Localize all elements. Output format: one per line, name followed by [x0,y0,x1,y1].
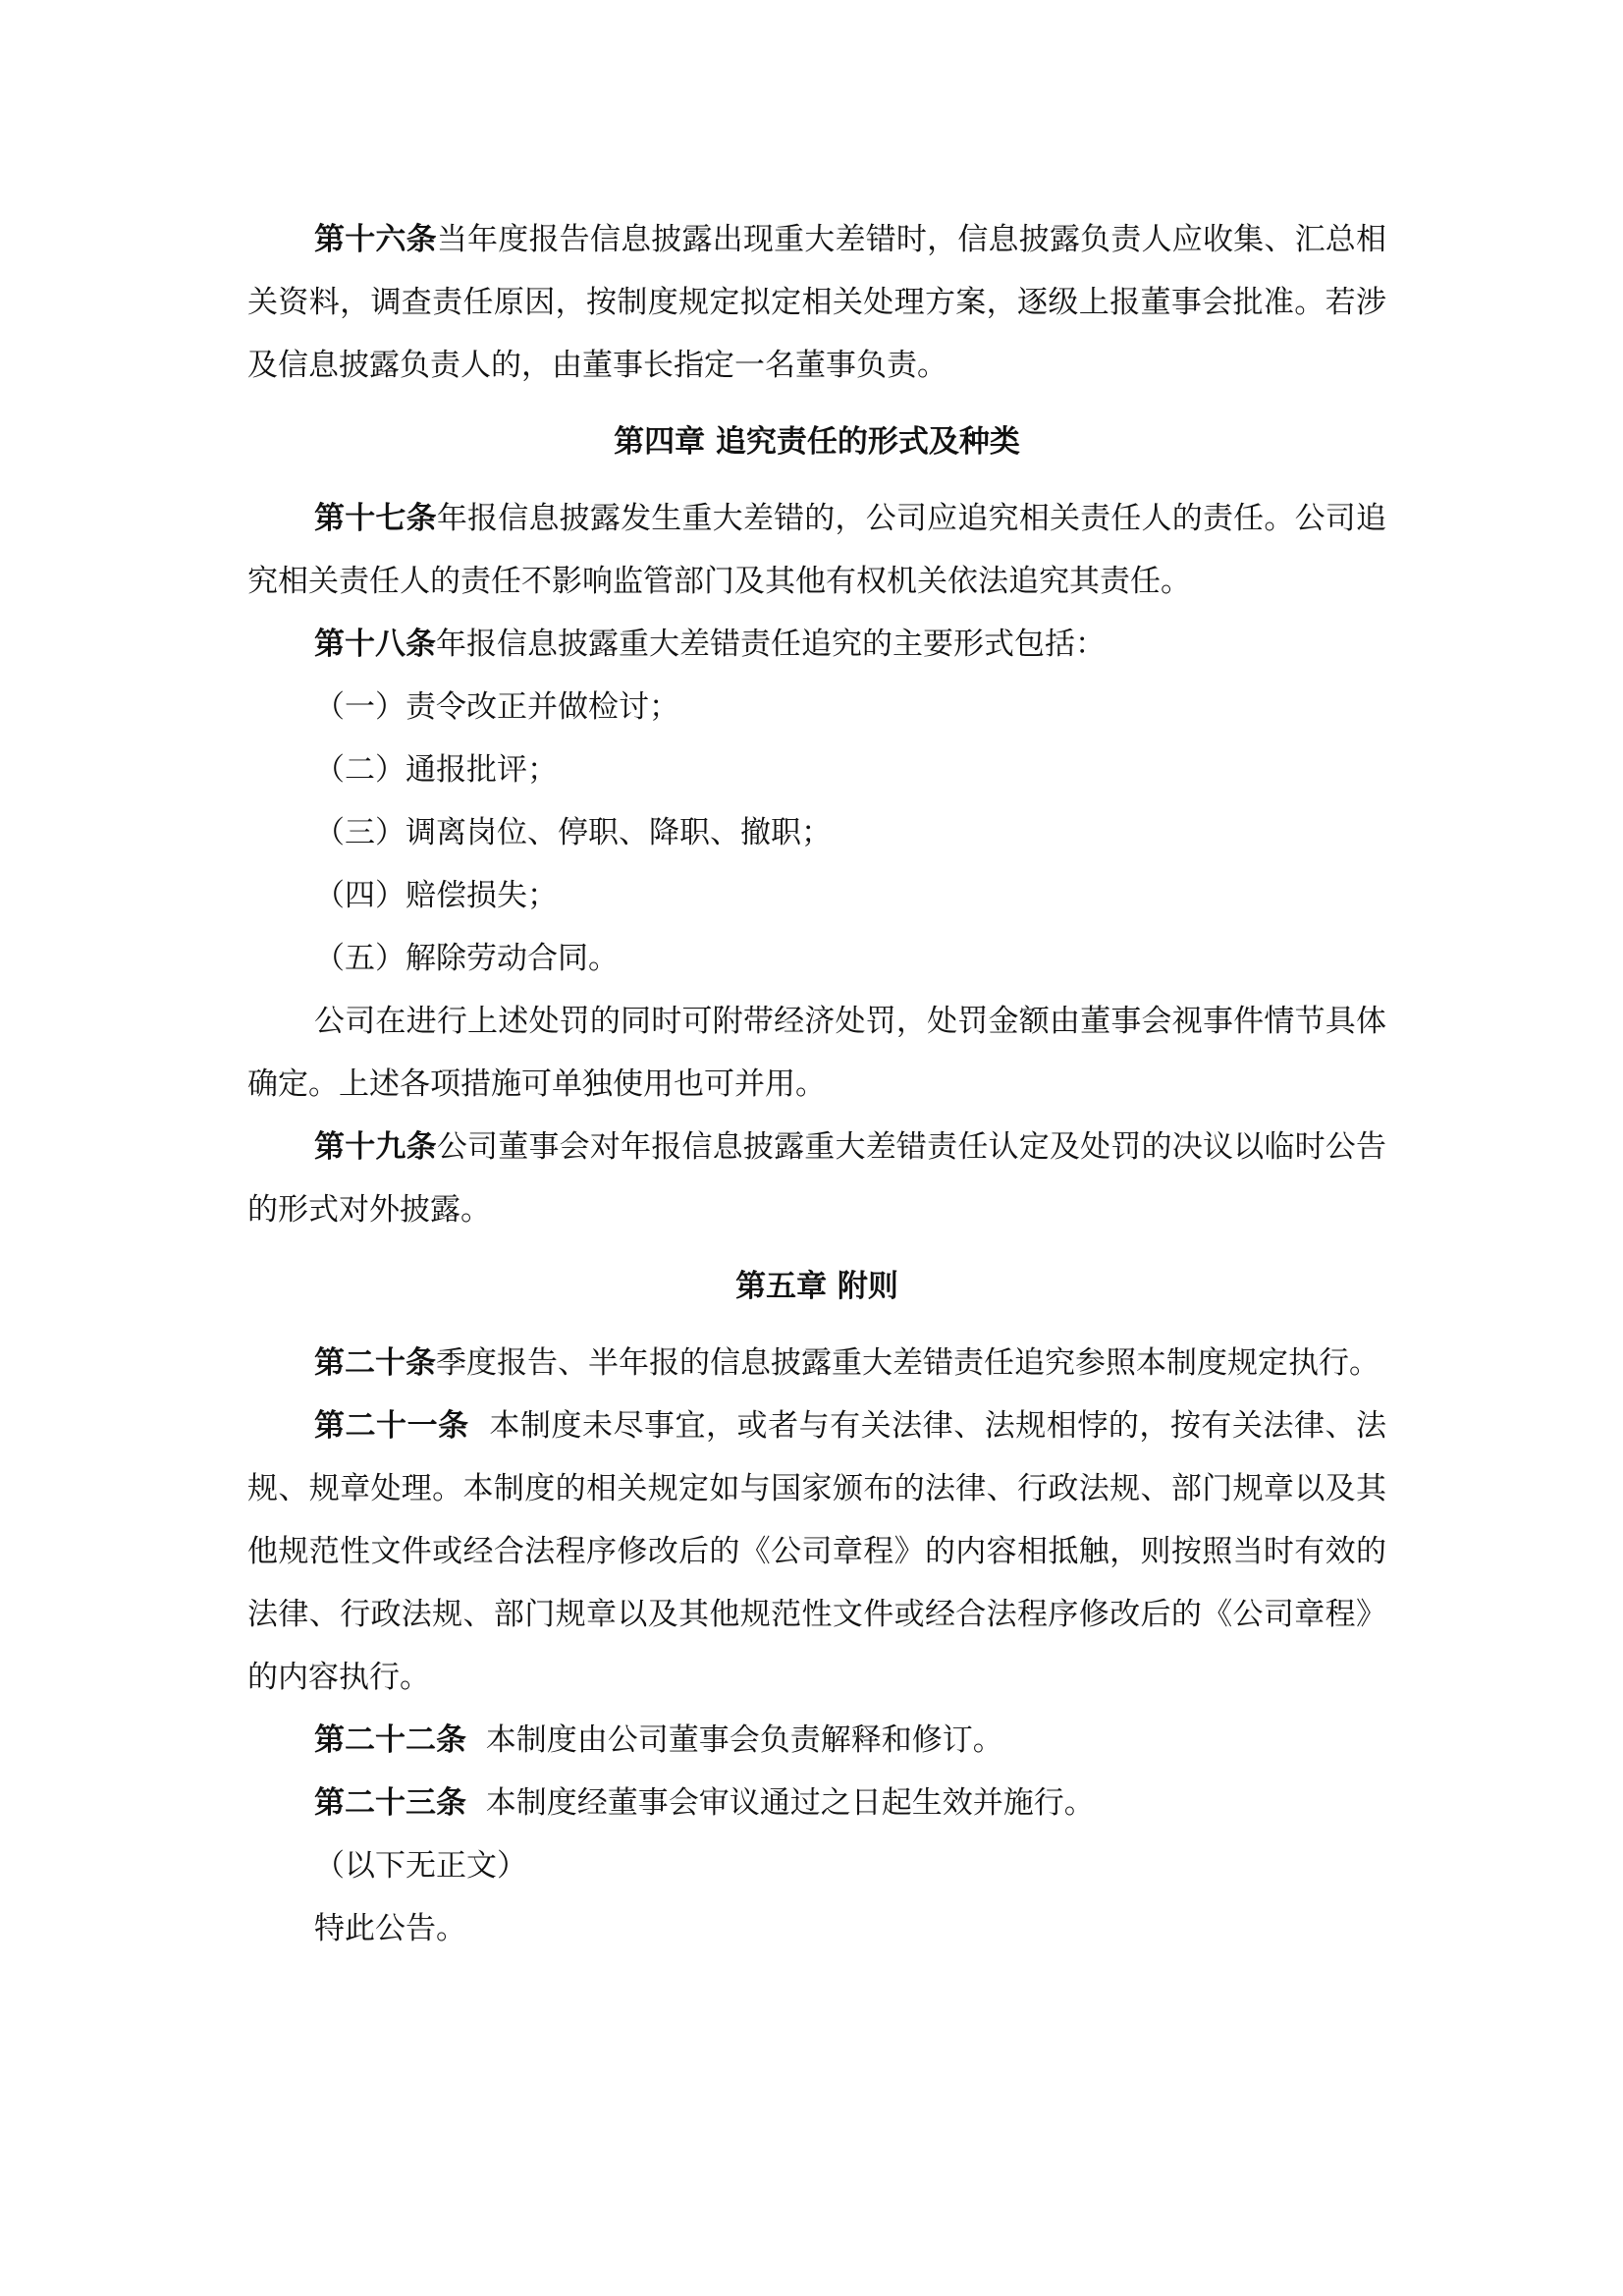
document-body [247,208,1386,1960]
chapter-4-heading: 第四章 追究责任的形式及种类 [614,424,1020,460]
article-label: 第十九条 [314,1129,437,1165]
list-item: （五）解除劳动合同。 [314,941,619,976]
closing-statement: 特此公告。 [314,1911,466,1946]
article-label: 第十七条 [314,501,437,536]
article-22 [247,1709,1386,1772]
article-21 [247,1394,1386,1709]
article-16 [247,208,1386,397]
list-item: （一）责令改正并做检讨； [314,689,679,725]
article-label: 第二十一条 [314,1408,469,1444]
article-text: 当年度报告信息披露出现重大差错时，信息披露负责人应收集、汇总相关资料，调查责任原因，按制度规定拟定相关处理方案，逐级上报董事会批准。若涉及信息披露负责人的，由董事长指定一名董事负责。 [247,222,1387,383]
no-more-text-note: （以下无正文） [314,1848,527,1884]
article-20 [247,1332,1386,1394]
article-text: 年报信息披露发生重大差错的，公司应追究相关责任人的责任。公司追究相关责任人的责任不影响监管部门及其他有权机关依法追究其责任。 [247,501,1387,599]
article-text: 季度报告、半年报的信息披露重大差错责任追究参照本制度规定执行。 [436,1345,1380,1381]
list-item: （二）通报批评； [314,752,558,788]
article-18-supplement: 公司在进行上述处罚的同时可附带经济处罚，处罚金额由董事会视事件情节具体确定。上述各项措施可单独使用也可并用。 [247,1004,1386,1102]
list-item: （四）赔偿损失； [314,878,558,913]
article-text: 本制度经董事会审议通过之日起生效并施行。 [466,1785,1095,1821]
article-label: 第二十二条 [314,1722,466,1758]
article-text: 本制度未尽事宜，或者与有关法律、法规相悖的，按有关法律、法规、规章处理。本制度的相关规定如与国家颁布的法律、行政法规、部门规章以及其他规范性文件或经合法程序修改后的《公司章程》的内容相抵触，则按照当时有效的法律、行政法规、部门规章以及其他规范性文件或经合法程序修改后的《公司章程》的内容执行。 [247,1408,1386,1695]
article-label: 第二十三条 [314,1785,466,1821]
article-17 [247,487,1386,613]
article-text: 本制度由公司董事会负责解释和修订。 [466,1722,1003,1758]
article-label: 第二十条 [314,1345,436,1381]
article-text: 年报信息披露重大差错责任追究的主要形式包括： [436,627,1106,662]
article-text: 公司董事会对年报信息披露重大差错责任认定及处罚的决议以临时公告的形式对外披露。 [247,1129,1387,1228]
list-item: （三）调离岗位、停职、降职、撤职； [314,815,832,850]
chapter-5-heading: 第五章 附则 [735,1269,898,1304]
article-18 [247,613,1386,676]
article-label: 第十六条 [314,222,437,257]
article-23 [247,1772,1386,1834]
article-label: 第十八条 [314,627,436,662]
article-19 [247,1116,1386,1241]
